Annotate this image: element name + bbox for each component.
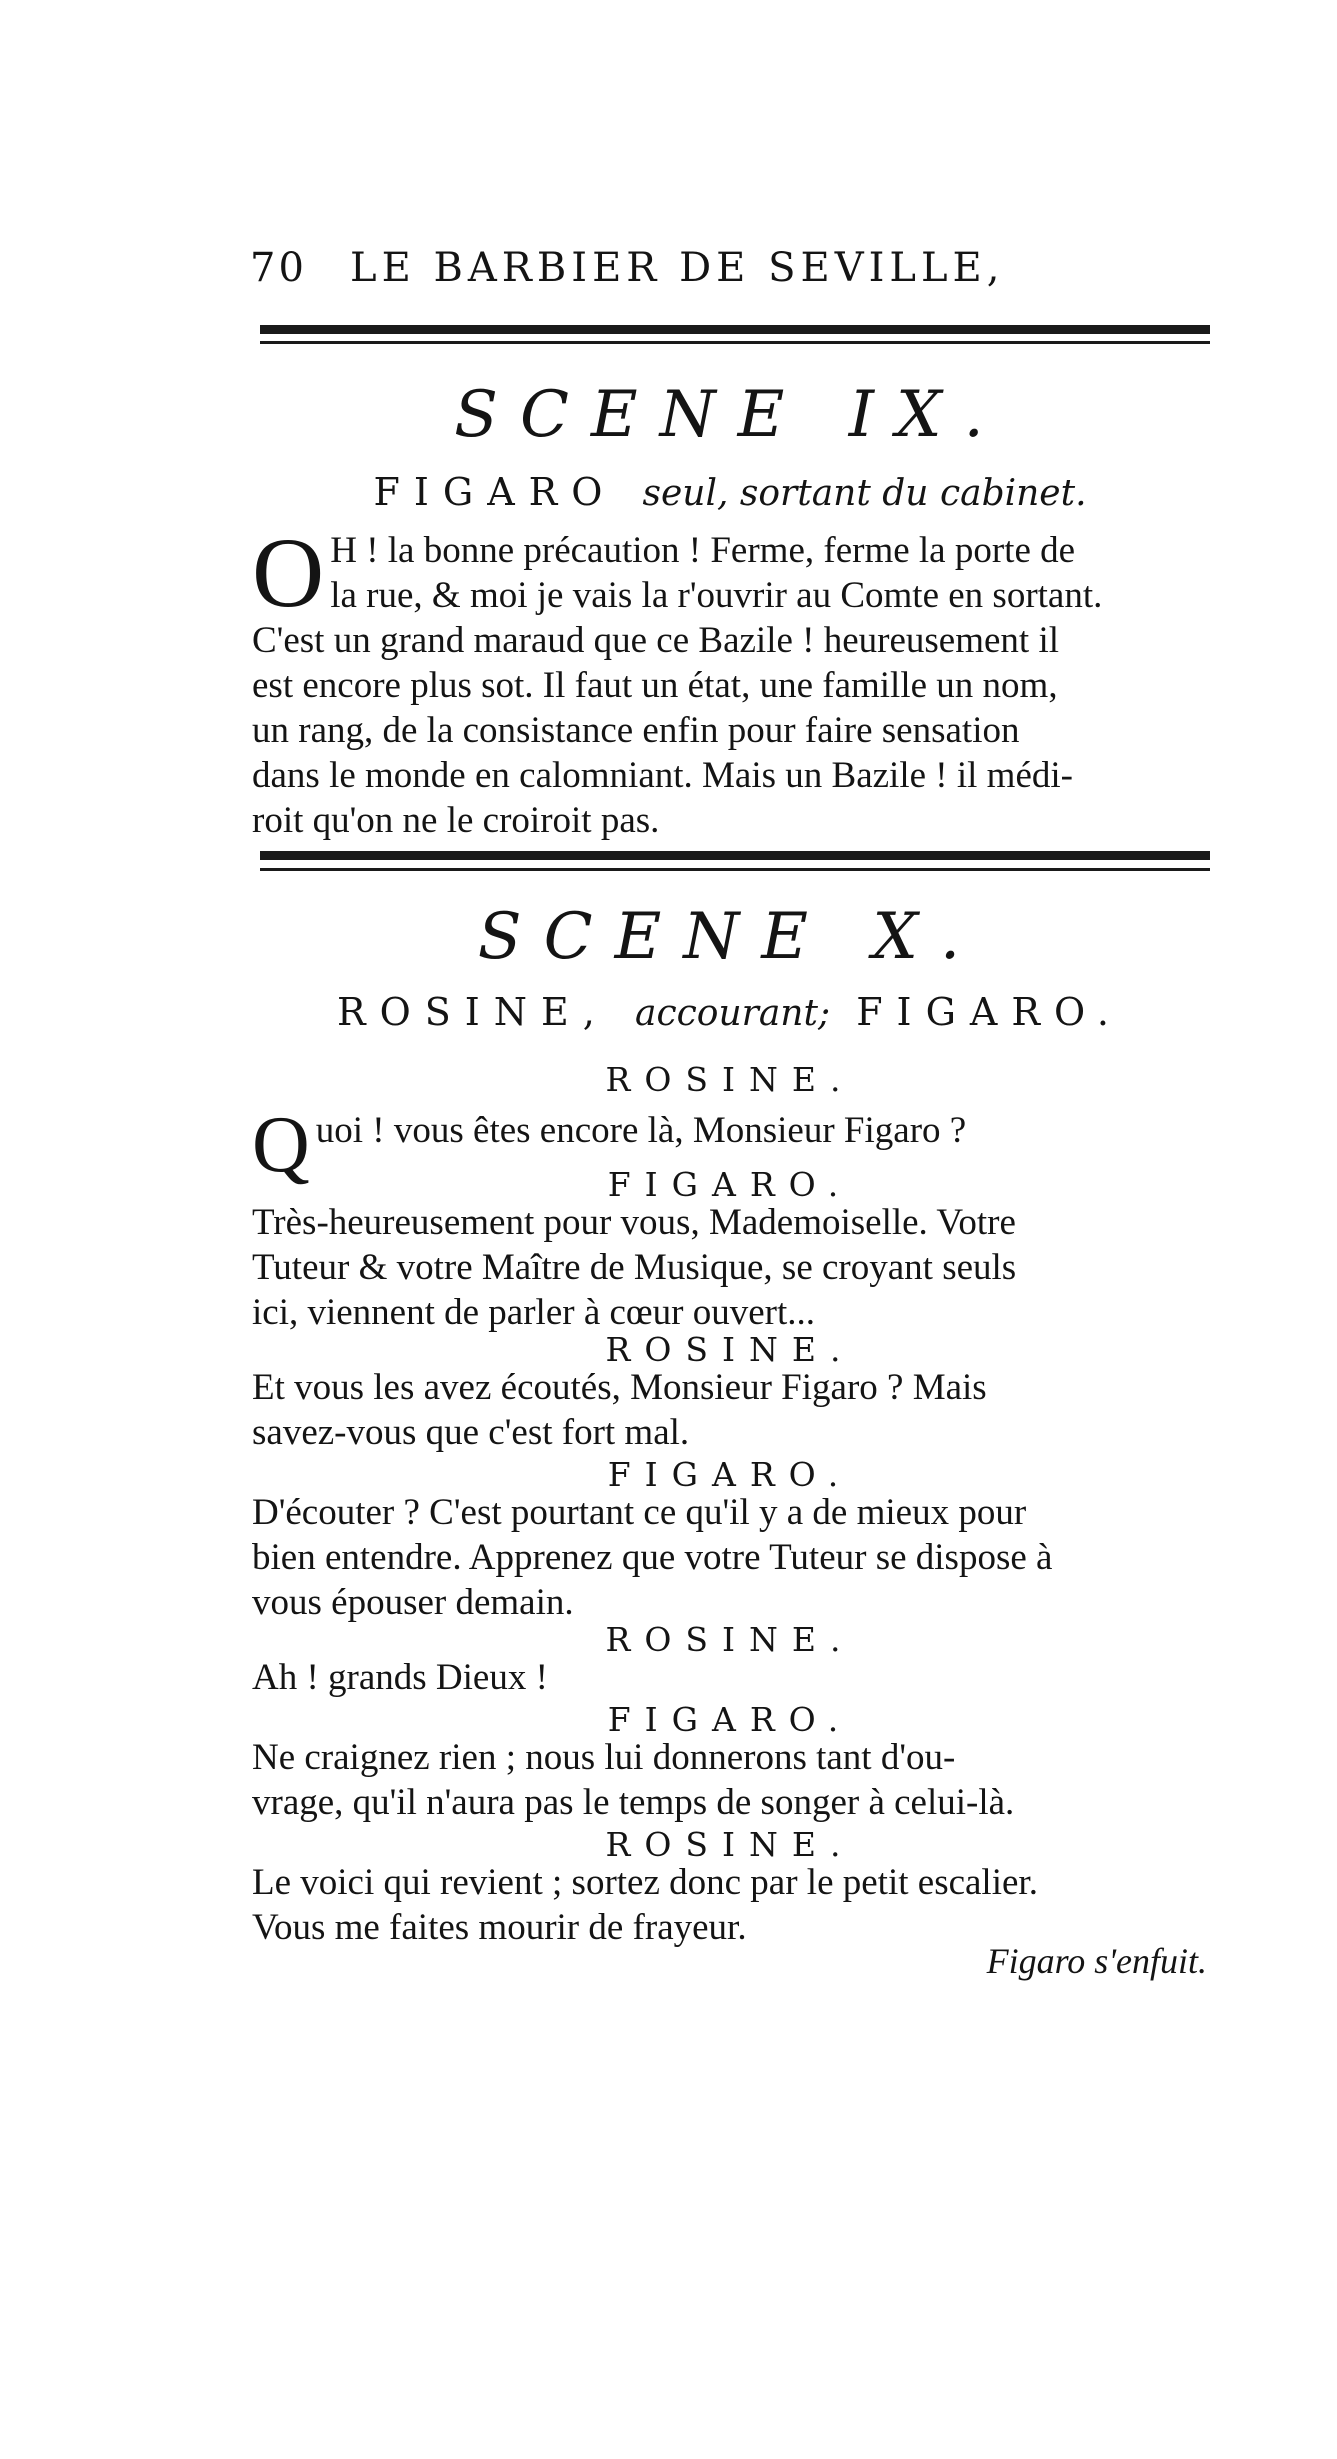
running-header bbox=[250, 245, 1210, 305]
text-line: Tuteur & votre Maître de Musique, se croyant seuls bbox=[252, 1247, 1017, 1288]
cast-name: FIGARO. bbox=[856, 990, 1123, 1034]
text-line: bien entendre. Apprenez que votre Tuteur se dispose à bbox=[252, 1537, 1053, 1578]
text-line: H ! la bonne précaution ! Ferme, ferme la porte de bbox=[330, 530, 1076, 571]
text-line: dans le monde en calomniant. Mais un Bazile ! il médi- bbox=[252, 755, 1073, 796]
header-rule-thin bbox=[260, 341, 1210, 344]
running-title: LE BARBIER DE SEVILLE, bbox=[350, 245, 1005, 291]
text-line: Et vous les avez écoutés, Monsieur Figaro ? Mais bbox=[252, 1367, 987, 1408]
text-line: D'écouter ? C'est pourtant ce qu'il y a de mieux pour bbox=[252, 1492, 1027, 1533]
cast-direction: accourant; bbox=[634, 993, 831, 1034]
scene-9-monologue bbox=[252, 517, 1212, 843]
text-line: Ne craignez rien ; nous lui donnerons tant d'ou- bbox=[252, 1737, 956, 1778]
text-line: C'est un grand maraud que ce Bazile ! heureusement il bbox=[252, 620, 1060, 661]
speaker-name: FIGARO. bbox=[607, 1700, 853, 1739]
text-line: Vous me faites mourir de frayeur. bbox=[252, 1907, 747, 1948]
scene-10-title: SCENE X. bbox=[477, 900, 983, 974]
text-line: Ah ! grands Dieux ! bbox=[252, 1657, 548, 1698]
scene-rule-thick bbox=[260, 851, 1210, 860]
text-line: Très-heureusement pour vous, Mademoiselle. Votre bbox=[252, 1202, 1016, 1243]
dialogue-line bbox=[252, 1490, 1212, 1625]
speaker-name: FIGARO. bbox=[607, 1165, 853, 1204]
header-rule-thick bbox=[260, 325, 1210, 334]
text-line: est encore plus sot. Il faut un état, une famille un nom, bbox=[252, 665, 1058, 706]
text-line: vous épouser demain. bbox=[252, 1582, 574, 1623]
cast-name: FIGARO bbox=[373, 470, 617, 514]
scene-9-title: SCENE IX. bbox=[454, 378, 1006, 452]
text-line: Le voici qui revient ; sortez donc par le petit escalier. bbox=[252, 1862, 1038, 1903]
drop-cap: Q bbox=[252, 1101, 310, 1189]
text-line: savez-vous que c'est fort mal. bbox=[252, 1412, 690, 1453]
stage-direction: Figaro s'enfuit. bbox=[986, 1941, 1207, 1981]
text-line: roit qu'on ne le croiroit pas. bbox=[252, 800, 660, 841]
speaker-name: ROSINE. bbox=[605, 1330, 855, 1369]
speaker-name: ROSINE. bbox=[605, 1060, 855, 1099]
speaker-name: FIGARO. bbox=[607, 1455, 853, 1494]
scene-9-cast bbox=[250, 470, 1210, 514]
page-number: 70 bbox=[250, 245, 307, 291]
text-line: un rang, de la consistance enfin pour faire sensation bbox=[252, 710, 1020, 751]
dialogue-line bbox=[252, 1860, 1212, 1950]
dialogue-line bbox=[252, 1365, 1212, 1455]
cast-direction: seul, sortant du cabinet. bbox=[642, 473, 1087, 514]
text-line: uoi ! vous êtes encore là, Monsieur Figaro ? bbox=[315, 1110, 967, 1151]
text-line: ici, viennent de parler à cœur ouvert... bbox=[252, 1292, 815, 1333]
dialogue-line bbox=[252, 1735, 1212, 1825]
dialogue-line bbox=[252, 1200, 1212, 1335]
text-line: la rue, & moi je vais la r'ouvrir au Comte en sortant. bbox=[330, 575, 1103, 616]
speaker-name: ROSINE. bbox=[605, 1620, 855, 1659]
cast-name: ROSINE, bbox=[337, 990, 609, 1034]
speaker-name: ROSINE. bbox=[605, 1825, 855, 1864]
dialogue-line bbox=[252, 1655, 1212, 1700]
scene-10-cast bbox=[250, 990, 1210, 1034]
drop-cap: O bbox=[252, 517, 325, 628]
scene-rule-thin bbox=[260, 868, 1210, 871]
text-line: vrage, qu'il n'aura pas le temps de songer à celui-là. bbox=[252, 1782, 1015, 1823]
